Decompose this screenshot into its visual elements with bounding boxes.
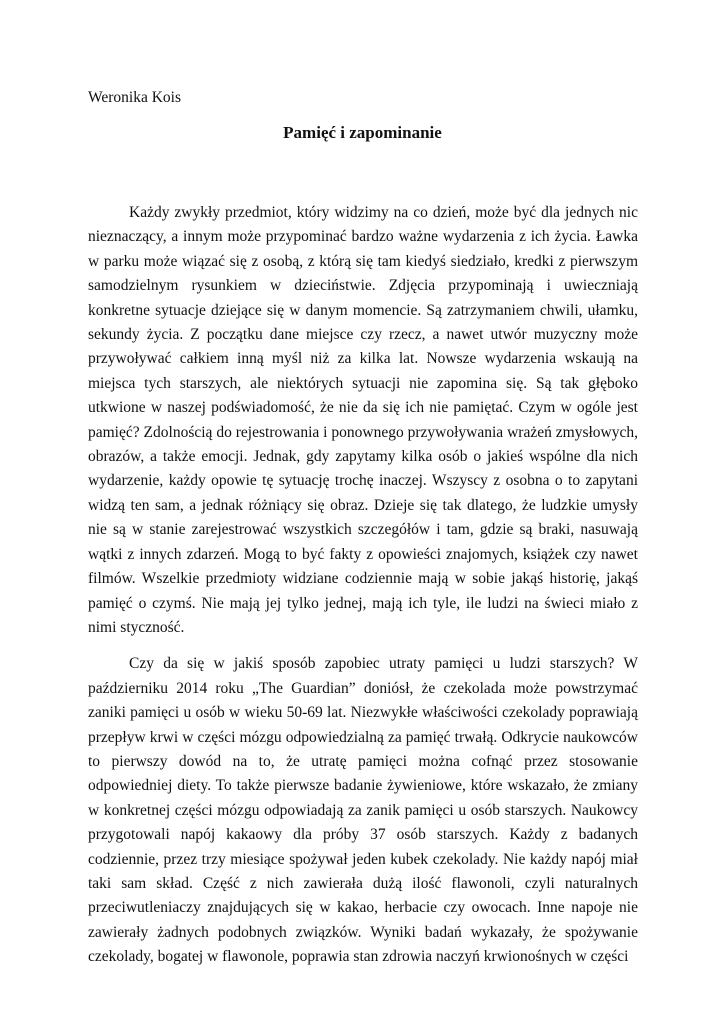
document-title: Pamięć i zapominanie <box>283 123 442 142</box>
author-name: Weronika Kois <box>88 89 182 106</box>
paragraph-1: Każdy zwykły przedmiot, który widzimy na co dzień, może być dla jednych nic nieznaczący, a innym może przypominać bardzo ważne wydarzenia z ich życia. Ławka w parku może wiązać się z osobą, z którą się tam kiedyś siedziało, kredki z pierwszym samodzielnym rysunkiem w dzieciństwie. Zdjęcia przypominają i uwieczniają konkretne sytuacje dziejące się w danym momencie. Są zatrzymaniem chwili, ułamku, sekundy życia. Z początku dane miejsce czy rzecz, a nawet utwór muzyczny może przywoływać całkiem inną myśl niż za kilka lat. Nowsze wydarzenia wskaują na miejsca tych starszych, ale niektórych sytuacji nie zapomina się. Są tak głęboko utkwione w naszej podświadomość, że nie da się ich nie pamiętać. Czym w ogóle jest pamięć? Zdolnością do rejestrowania i ponownego przywoływania wrażeń zmysłowych, obrazów, a także emocji. Jednak, gdy zapytamy kilka osób o jakieś wspólne dla nich wydarzenie, każdy opowie tę sytuację trochę inaczej. Wszyscy z osobna o to zapytani widzą ten sam, a jednak różniący się obraz. Dzieje się tak dlatego, że ludzkie umysły nie są w stanie zarejestrować wszystkich szczegółów i tam, gdzie są braki, nasuwają wątki z innych zdarzeń. Mogą to być fakty z opowieści znajomych, książek czy nawet filmów. Wszelkie przedmioty widziane codziennie mają w sobie jakąś historię, jakąś pamięć o czymś. Nie mają jej tylko jednej, mają ich tyle, ile ludzi na świeci miało z nimi styczność. <box>88 204 638 636</box>
paragraph-2: Czy da się w jakiś sposób zapobiec utraty pamięci u ludzi starszych? W październiku 2014 roku „The Guardian” doniósł, że czekolada może powstrzymać zaniki pamięci u osób w wieku 50-69 lat. Niezwykłe właściwości czekolady poprawiają przepływ krwi w części mózgu odpowiedzialną za pamięć trwałą. Odkrycie naukowców to pierwszy dowód na to, że utratę pamięci można cofnąć przez stosowanie odpowiedniej diety. To także pierwsze badanie żywieniowe, które wskazało, że zmiany w konkretnej części mózgu odpowiadają za zanik pamięci u osób starszych. Naukowcy przygotowali napój kakaowy dla próby 37 osób starszych. Każdy z badanych codziennie, przez trzy miesiące spożywał jeden kubek czekolady. Nie każdy napój miał taki sam skład. Część z nich zawierała dużą ilość flawonoli, czyli naturalnych przeciwutleniaczy znajdujących się w kakao, herbacie czy owocach. Inne napoje nie zawierały żadnych podobnych związków. Wyniki badań wykazały, że spożywanie czekolady, bogatej w flawonole, poprawia stan zdrowia naczyń krwionośnych w części <box>88 655 638 966</box>
document-body <box>88 201 638 982</box>
